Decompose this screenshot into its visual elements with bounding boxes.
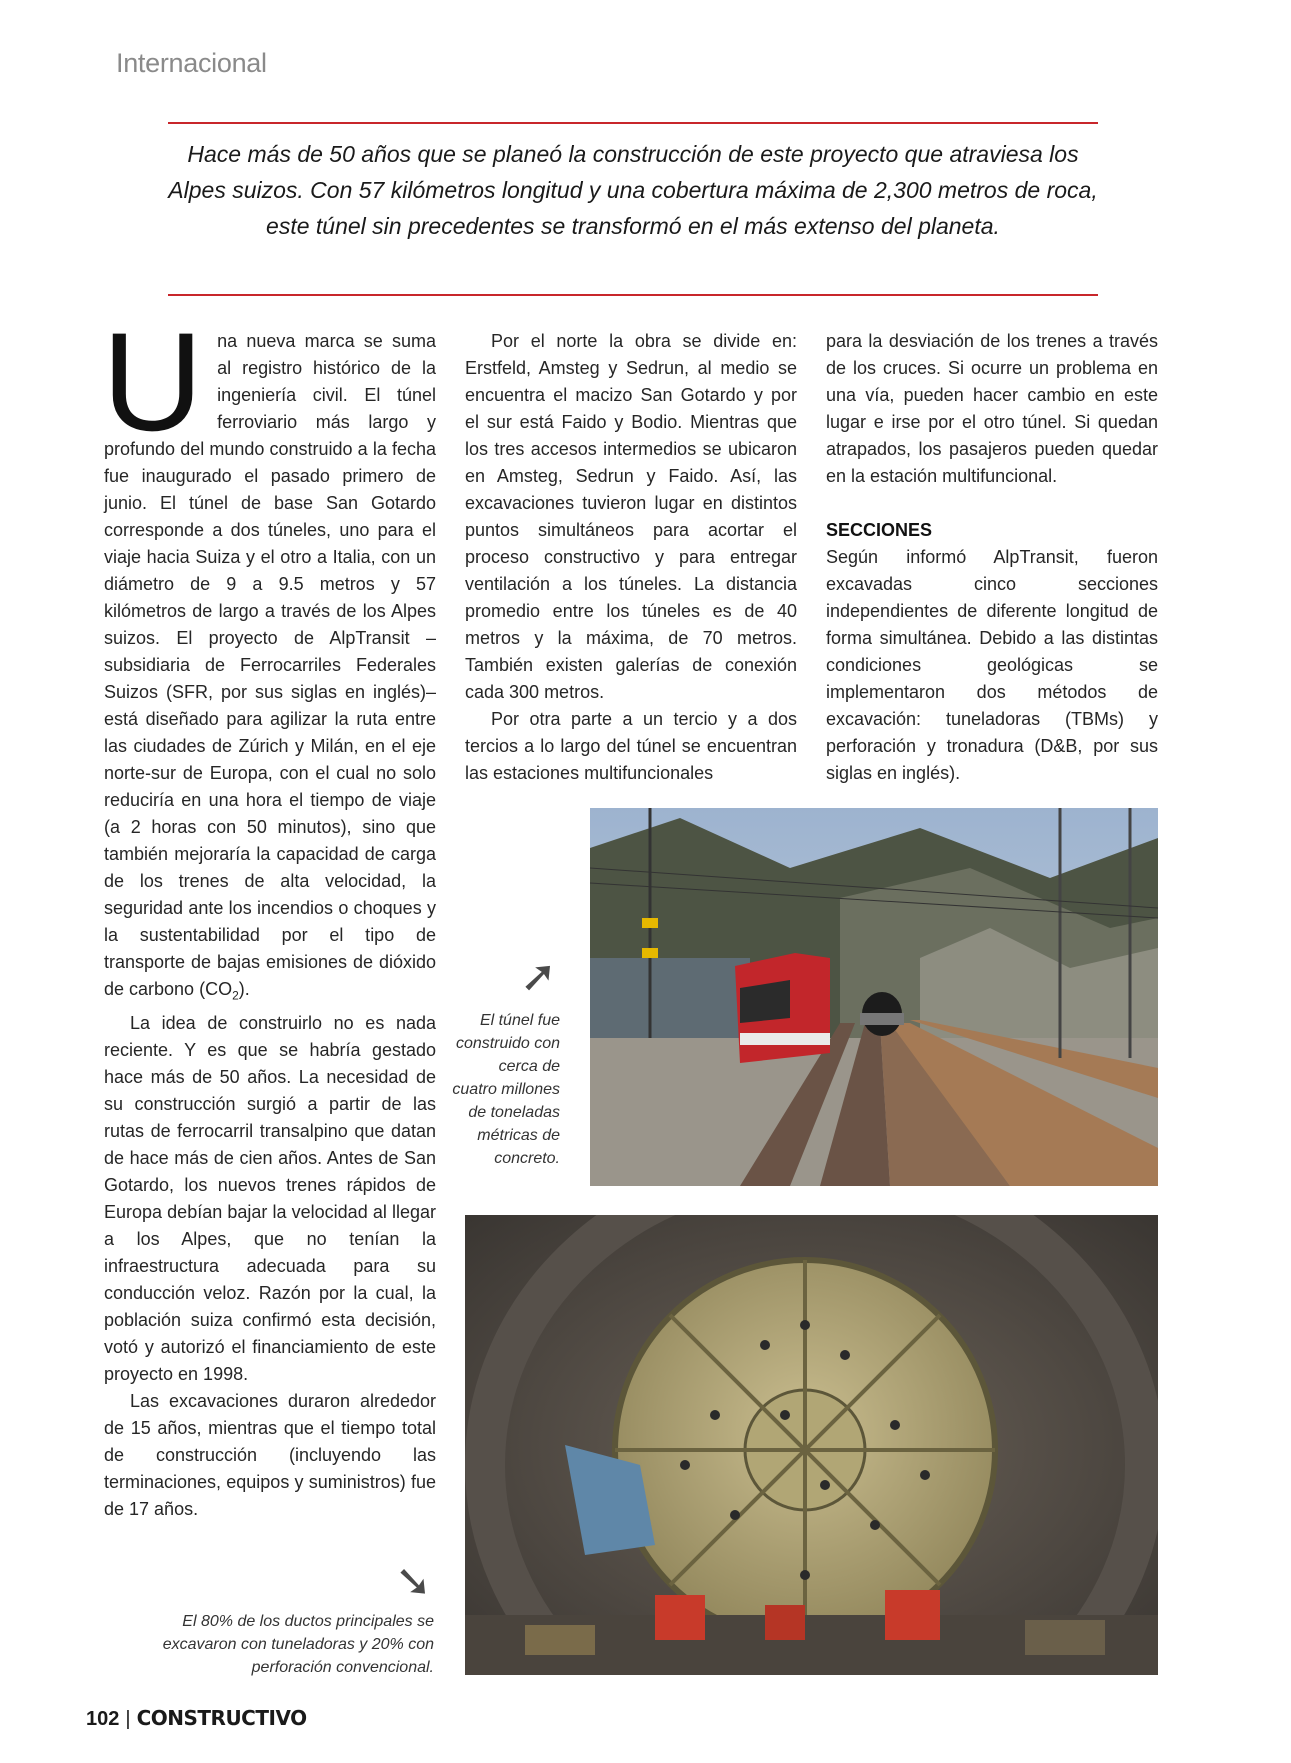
body-paragraph: Por el norte la obra se divide en: Erstfeld, Amsteg y Sedrun, al medio se encuentra el macizo San Gotardo y por el sur está Faido y Bodio. Mientras que los tres accesos intermedios se ubicaron en Amsteg, Sedrun y Faido. Así, las excavaciones tuvieron lugar en distintos puntos simultáneos para acortar el proceso constructivo y para entregar ventilación a los túneles. La distancia promedio entre los túneles es de 40 metros y la máxima, de 70 metros. También existen galerías de conexión cada 300 metros. (465, 331, 797, 702)
lead-top-rule (168, 122, 1098, 124)
body-paragraph: Según informó AlpTransit, fueron excavadas cinco secciones independientes de diferente longitud de forma simultánea. Debido a las distintas condiciones geológicas se implementaron dos métodos de excavación: tuneladoras (TBMs) y perforación y tronadura (D&B, por sus siglas en inglés). (826, 547, 1158, 783)
page-number: 102 (86, 1708, 120, 1730)
tunnel-boring-machine-photo (465, 1215, 1158, 1675)
arrow-down-right-icon: ➘ (395, 1557, 432, 1606)
body-paragraph: para la desviación de los trenes a través de los cruces. Si ocurre un problema en una vía, pueden hacer cambio en este lugar e irse por el otro túnel. Si quedan atrapados, los pasajeros pueden quedar en la estación multifuncional. (826, 331, 1158, 486)
arrow-up-right-icon: ➚ (520, 952, 557, 1001)
body-text: ). (238, 979, 250, 999)
lead-paragraph: Hace más de 50 años que se planeó la construcción de este proyecto que atraviesa los Alpes suizos. Con 57 kilómetros longitud y una cobertura máxima de 2,300 metros de roca, este túnel sin precedentes se transformó en el más extenso del planeta. (168, 141, 1098, 239)
body-paragraph: Por otra parte a un tercio y a dos tercios a lo largo del túnel se encuentran las estaciones multifuncionales (465, 709, 797, 783)
body-paragraph: Las excavaciones duraron alrededor de 15 años, mientras que el tiempo total de construcción (incluyendo las terminaciones, equipos y suministros) fue de 17 años. (104, 1390, 436, 1519)
body-column-2 (465, 328, 797, 787)
body-column-3 (826, 328, 1158, 787)
drop-cap: U (102, 303, 204, 460)
section-heading: SECCIONES (826, 520, 933, 540)
body-text: na nueva marca se suma al registro histórico de la ingeniería civil. El túnel ferroviario más largo y profundo del mundo construido a la fecha fue inaugurado el pasado primero de junio. El túnel de base San Gotardo corresponde a dos túneles, uno para el viaje hacia Suiza y el otro a Italia, con un diámetro de 9 a 9.5 metros y 57 kilómetros de largo a través de los Alpes suizos. El proyecto de AlpTransit –subsidiaria de Ferrocarriles Federales Suizos (SFR, por sus siglas en inglés)– está diseñado para agilizar la ruta entre las ciudades de Zúrich y Milán, en el eje norte-sur de Europa, con el cual no solo reduciría en una hora el tiempo de viaje (a 2 horas con 50 minutos), sino que también mejoraría la capacidad de carga de los trenes de alta velocidad, la seguridad ante los incendios o choques y la sustentabilidad por el tipo de transporte de bajas emisiones de dióxido de carbono (CO (104, 331, 436, 999)
train-tunnel-photo (590, 808, 1158, 1186)
lead-bottom-rule (168, 294, 1098, 296)
section-label: Internacional (116, 48, 267, 78)
photo-caption-tbm: El 80% de los ductos principales se excavaron con tuneladoras y 20% con perforación convencional. (162, 1613, 434, 1676)
magazine-name: CONSTRUCTIVO (136, 1706, 307, 1730)
body-paragraph: La idea de construirlo no es nada reciente. Y es que se habría gestado hace más de 50 años. La necesidad de su construcción surgió a partir de las rutas de ferrocarril transalpino que datan de hace más de cien años. Antes de San Gotardo, los nuevos trenes rápidos de Europa debían bajar la velocidad al llegar a los Alpes, que no tenían la infraestructura adecuada para su conducción veloz. Razón por la cual, la población suiza confirmó esta decisión, votó y autorizó el financiamiento de este proyecto en 1998. (104, 1012, 436, 1384)
page-footer (86, 1706, 307, 1731)
body-column-1 (102, 303, 436, 1523)
footer-separator: | (125, 1708, 131, 1730)
photo-caption-train: El túnel fue construido con cerca de cuatro millones de toneladas métricas de concreto. (452, 1012, 560, 1167)
subscript: 2 (232, 988, 239, 1003)
